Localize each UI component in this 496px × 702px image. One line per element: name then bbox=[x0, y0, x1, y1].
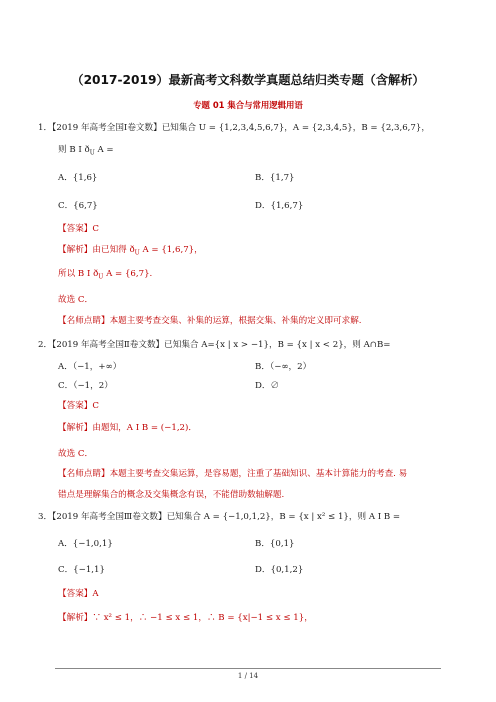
question-1-option-d: D．{1,6,7} bbox=[255, 201, 304, 211]
question-1-analysis-part: 【解析】由已知得 ð bbox=[58, 245, 135, 255]
question-2-conclusion: 故选 C． bbox=[58, 449, 94, 459]
question-1-conclusion: 故选 C． bbox=[58, 295, 94, 305]
question-1-analysis-part: A = {1,6,7}， bbox=[142, 245, 203, 255]
question-1-analysis-part: A = {6,7}. bbox=[106, 269, 153, 279]
question-2-note-line2: 错点是理解集合的概念及交集概念有误，不能借助数轴解题. bbox=[58, 490, 285, 500]
question-1-option-c: C．{6,7} bbox=[58, 201, 98, 211]
question-2-analysis: 【解析】由题知，A I B = (−1,2)． bbox=[58, 423, 197, 433]
page-number: 1 / 14 bbox=[237, 672, 259, 680]
question-1-answer: 【答案】C bbox=[58, 224, 99, 234]
question-1-analysis-line2 bbox=[58, 270, 152, 281]
question-3-option-a: A．{−1,0,1} bbox=[58, 539, 113, 549]
question-2-option-c: C．（−1，2） bbox=[58, 381, 113, 391]
question-1-note: 【名师点睛】本题主要考查交集、补集的运算，根据交集、补集的定义即可求解. bbox=[58, 316, 362, 326]
question-2-stem: 2．【2019 年高考全国Ⅱ卷文数】已知集合 A={x | x > −1}，B = {x | x < 2}，则 A∩B= bbox=[38, 340, 391, 350]
question-3-option-d: D．{0,1,2} bbox=[255, 565, 304, 575]
question-2-option-d: D．∅ bbox=[255, 381, 280, 391]
question-3-option-c: C．{−1,1} bbox=[58, 565, 105, 575]
question-1-stem-part: 则 B I ð bbox=[58, 145, 90, 155]
question-1-analysis-subscript: U bbox=[134, 249, 140, 257]
question-3-option-b: B．{0,1} bbox=[255, 539, 295, 549]
section-subtitle: 专题 01 集合与常用逻辑用语 bbox=[193, 100, 303, 110]
question-1-stem-subscript: U bbox=[89, 149, 95, 157]
question-1-analysis-subscript: U bbox=[98, 273, 104, 281]
document-title: （2017-2019）最新高考文科数学真题总结归类专题（含解析） bbox=[71, 73, 425, 87]
question-2-option-b: B．（−∞，2） bbox=[255, 362, 312, 372]
question-2-option-a: A．（−1，+∞） bbox=[58, 362, 122, 372]
question-2-note-line1: 【名师点睛】本题主要考查交集运算，是容易题，注重了基础知识、基本计算能力的考查. 易 bbox=[58, 469, 408, 479]
question-3-analysis: 【解析】∵ x² ≤ 1，∴ −1 ≤ x ≤ 1，∴ B = {x|−1 ≤ x ≤ 1}， bbox=[58, 613, 313, 623]
question-1-stem-part: A = bbox=[97, 145, 114, 155]
question-1-option-a: A．{1,6} bbox=[58, 173, 98, 183]
question-1-stem-line2 bbox=[58, 146, 114, 157]
question-1-analysis-part: 所以 B I ð bbox=[58, 269, 99, 279]
question-3-stem: 3．【2019 年高考全国Ⅲ卷文数】已知集合 A = {−1,0,1,2}，B = {x | x² ≤ 1}，则 A I B = bbox=[38, 512, 401, 522]
footer-divider bbox=[55, 668, 441, 669]
question-1-stem: 1．【2019 年高考全国Ⅰ卷文数】已知集合 U = {1,2,3,4,5,6,7}，A = {2,3,4,5}，B = {2,3,6,7}， bbox=[38, 123, 430, 133]
question-1-option-b: B．{1,7} bbox=[255, 173, 295, 183]
question-1-analysis-line1 bbox=[58, 246, 203, 257]
question-2-answer: 【答案】C bbox=[58, 401, 99, 411]
question-3-answer: 【答案】A bbox=[58, 589, 99, 599]
